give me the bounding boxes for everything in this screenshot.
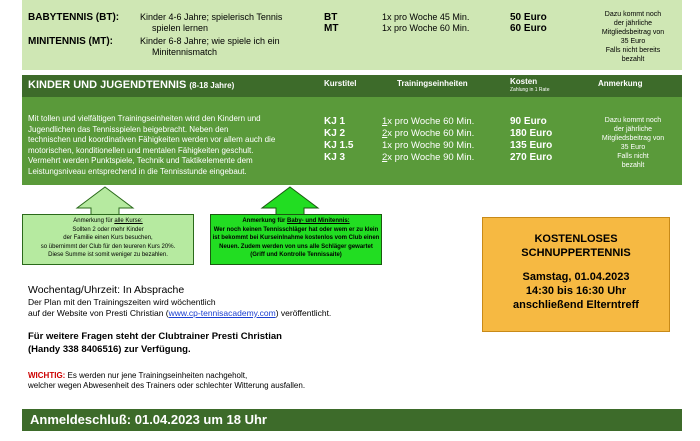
note-line: Dazu kommt noch	[604, 11, 662, 18]
mt-price: 60 Euro	[510, 23, 547, 34]
youth-prices	[510, 116, 552, 164]
bt-mt-note	[588, 10, 678, 64]
course-code: KJ 1.5	[324, 140, 354, 151]
note-baby-mini-heading	[211, 217, 381, 226]
note-line: Falls nicht bereits	[605, 47, 661, 54]
col-kosten-sub: Zahlung in 1 Rate	[510, 87, 550, 93]
bt-code: BT	[324, 12, 338, 23]
trial-after: anschließend Elterntreff	[513, 299, 639, 311]
note-line: Dazu kommt noch	[604, 117, 662, 124]
arrow-up-right-icon	[260, 186, 320, 216]
price: 135 Euro	[510, 140, 553, 151]
deadline-band	[22, 409, 682, 431]
col-kurstitel: Kurstitel	[324, 79, 357, 88]
unit-count: 2	[382, 128, 388, 139]
youth-title-text: KINDER UND JUGENDTENNIS	[28, 79, 187, 91]
trial-title-2: SCHNUPPERTENNIS	[521, 247, 631, 259]
questions-line-2: (Handy 338 8406516) zur Verfügung.	[28, 344, 191, 355]
bt-price: 50 Euro	[510, 12, 547, 23]
youth-description	[28, 114, 318, 177]
youth-units	[382, 116, 474, 164]
desc-line: technischen und koordinativen Fähigkeiten werden vor allem auch die	[28, 135, 276, 144]
col-kosten: Kosten	[510, 77, 538, 86]
unit-text: x pro Woche 60 Min.	[387, 116, 475, 127]
mt-desc-1: Kinder 6-8 Jahre; wie spiele ich ein	[140, 36, 280, 46]
mt-units: 1x pro Woche 60 Min.	[382, 23, 470, 33]
col-einheiten: Trainingseinheiten	[397, 79, 468, 88]
note-line: so übernimmt der Club für den teureren Kurs 20%.	[40, 243, 176, 250]
unit-row	[382, 152, 474, 164]
mt-title: MINITENNIS (MT):	[28, 36, 113, 47]
bt-title: BABYTENNIS (BT):	[28, 12, 120, 23]
note-link: Baby- und Minitennis:	[287, 218, 350, 224]
bt-desc-1: Kinder 4-6 Jahre; spielerisch Tennis	[140, 12, 283, 22]
deadline-text: Anmeldeschluß: 01.04.2023 um 18 Uhr	[30, 412, 267, 427]
mt-desc-2: Minitennismatch	[152, 47, 218, 57]
warning-text: Es werden nur jene Trainingseinheiten nachgeholt,	[65, 371, 248, 380]
website-link[interactable]: www.cp-tennisacademy.com	[168, 308, 276, 318]
warning-label: WICHTIG:	[28, 371, 66, 380]
bt-desc-2: spielen lernen	[152, 23, 209, 33]
schedule-line: Der Plan mit den Trainingszeiten wird wöchentlich	[28, 297, 216, 307]
note-all-courses-heading	[23, 217, 193, 226]
bt-units: 1x pro Woche 45 Min.	[382, 12, 470, 22]
schedule-title: Wochentag/Uhrzeit: In Absprache	[28, 284, 185, 296]
note-line: 35 Euro	[620, 38, 646, 45]
note-line: der jährliche	[613, 126, 653, 133]
course-code: KJ 1	[324, 116, 346, 127]
desc-line: motorischen, konditionellen und mentalen Fähigkeiten geschult.	[28, 145, 254, 155]
note-line: bezahlt	[621, 162, 645, 169]
col-anmerkung: Anmerkung	[598, 79, 643, 88]
note-line: Mitgliedsbeitrag von	[601, 135, 665, 142]
unit-row	[382, 116, 474, 128]
baby-mini-section	[22, 0, 682, 70]
website-line	[28, 308, 331, 318]
note-line: bezahlt	[621, 56, 645, 63]
note-line: Wer noch keinen Tennisschläger hat oder wem er zu klein	[213, 226, 379, 233]
trial-date: Samstag, 01.04.2023	[522, 271, 630, 283]
unit-count: 1	[382, 140, 388, 151]
unit-row	[382, 140, 474, 152]
youth-title	[28, 79, 234, 91]
trial-time: 14:30 bis 16:30 Uhr	[525, 285, 627, 297]
note-line: ist bekommt bei Kurseinlnahme kostenlos vom Club einen	[212, 235, 380, 241]
note-line: Mitgliedsbeitrag von	[601, 29, 665, 36]
youth-age: (8-18 Jahre)	[189, 81, 235, 90]
price: 270 Euro	[510, 152, 553, 163]
note-line: Diese Summe ist somit weniger zu bezahlen.	[48, 252, 168, 258]
spacer	[483, 260, 669, 270]
note-line: Falls nicht	[617, 153, 649, 160]
unit-count: 2	[382, 152, 388, 163]
note-prefix: Anmerkung für	[242, 218, 287, 224]
unit-text: x pro Woche 60 Min.	[387, 128, 475, 139]
unit-count: 1	[382, 116, 388, 127]
trial-box	[482, 217, 670, 332]
course-code: KJ 3	[324, 152, 346, 163]
note-line: der jährliche	[613, 20, 653, 27]
arrow-up-left-icon	[75, 186, 135, 216]
warning-line-2: welcher wegen Abwesenheit des Trainers oder schlechter Witterung ausfallen.	[28, 381, 306, 390]
price: 180 Euro	[510, 128, 553, 139]
note-line: 35 Euro	[620, 144, 646, 151]
youth-note	[588, 116, 678, 170]
questions-line-1: Für weitere Fragen steht der Clubtrainer Presti Christian	[28, 331, 282, 342]
desc-line: Leistungsniveau entsprechend in die Tennisstunde eingebaut.	[28, 166, 247, 176]
mt-code: MT	[324, 23, 339, 34]
website-suffix: ) veröffentlicht.	[275, 308, 332, 318]
price: 90 Euro	[510, 116, 547, 127]
warning-line-1	[28, 371, 247, 380]
youth-header	[22, 75, 682, 97]
youth-codes	[324, 116, 353, 164]
note-line: Neuen. Zudem werden von uns alle Schläger gewartet	[219, 243, 373, 250]
desc-line: Mit tollen und vielfältigen Trainingseinheiten wird den Kindern und	[28, 114, 261, 123]
note-prefix: Anmerkung für	[73, 218, 115, 224]
unit-text: x pro Woche 90 Min.	[387, 140, 475, 151]
desc-line: Vermehrt werden Punktspiele, Technik und Taktikelemente dem	[28, 156, 253, 165]
trial-title-1: KOSTENLOSES	[534, 233, 618, 245]
note-link: alle Kurse:	[114, 218, 143, 224]
website-prefix: auf der Website von Presti Christian (	[28, 308, 169, 318]
note-line: der Familie einen Kurs besuchen,	[63, 235, 153, 241]
youth-body	[22, 97, 682, 185]
note-all-courses	[22, 214, 194, 265]
unit-row	[382, 128, 474, 140]
note-line: Sollten 2 oder mehr Kinder	[72, 226, 144, 233]
desc-line: Jugendlichen das Tennisspielen beigebracht. Neben den	[28, 124, 229, 134]
unit-text: x pro Woche 90 Min.	[387, 152, 475, 163]
course-code: KJ 2	[324, 128, 346, 139]
note-line: (Griff und Kontrolle Tennissaite)	[250, 252, 342, 258]
note-baby-mini	[210, 214, 382, 265]
